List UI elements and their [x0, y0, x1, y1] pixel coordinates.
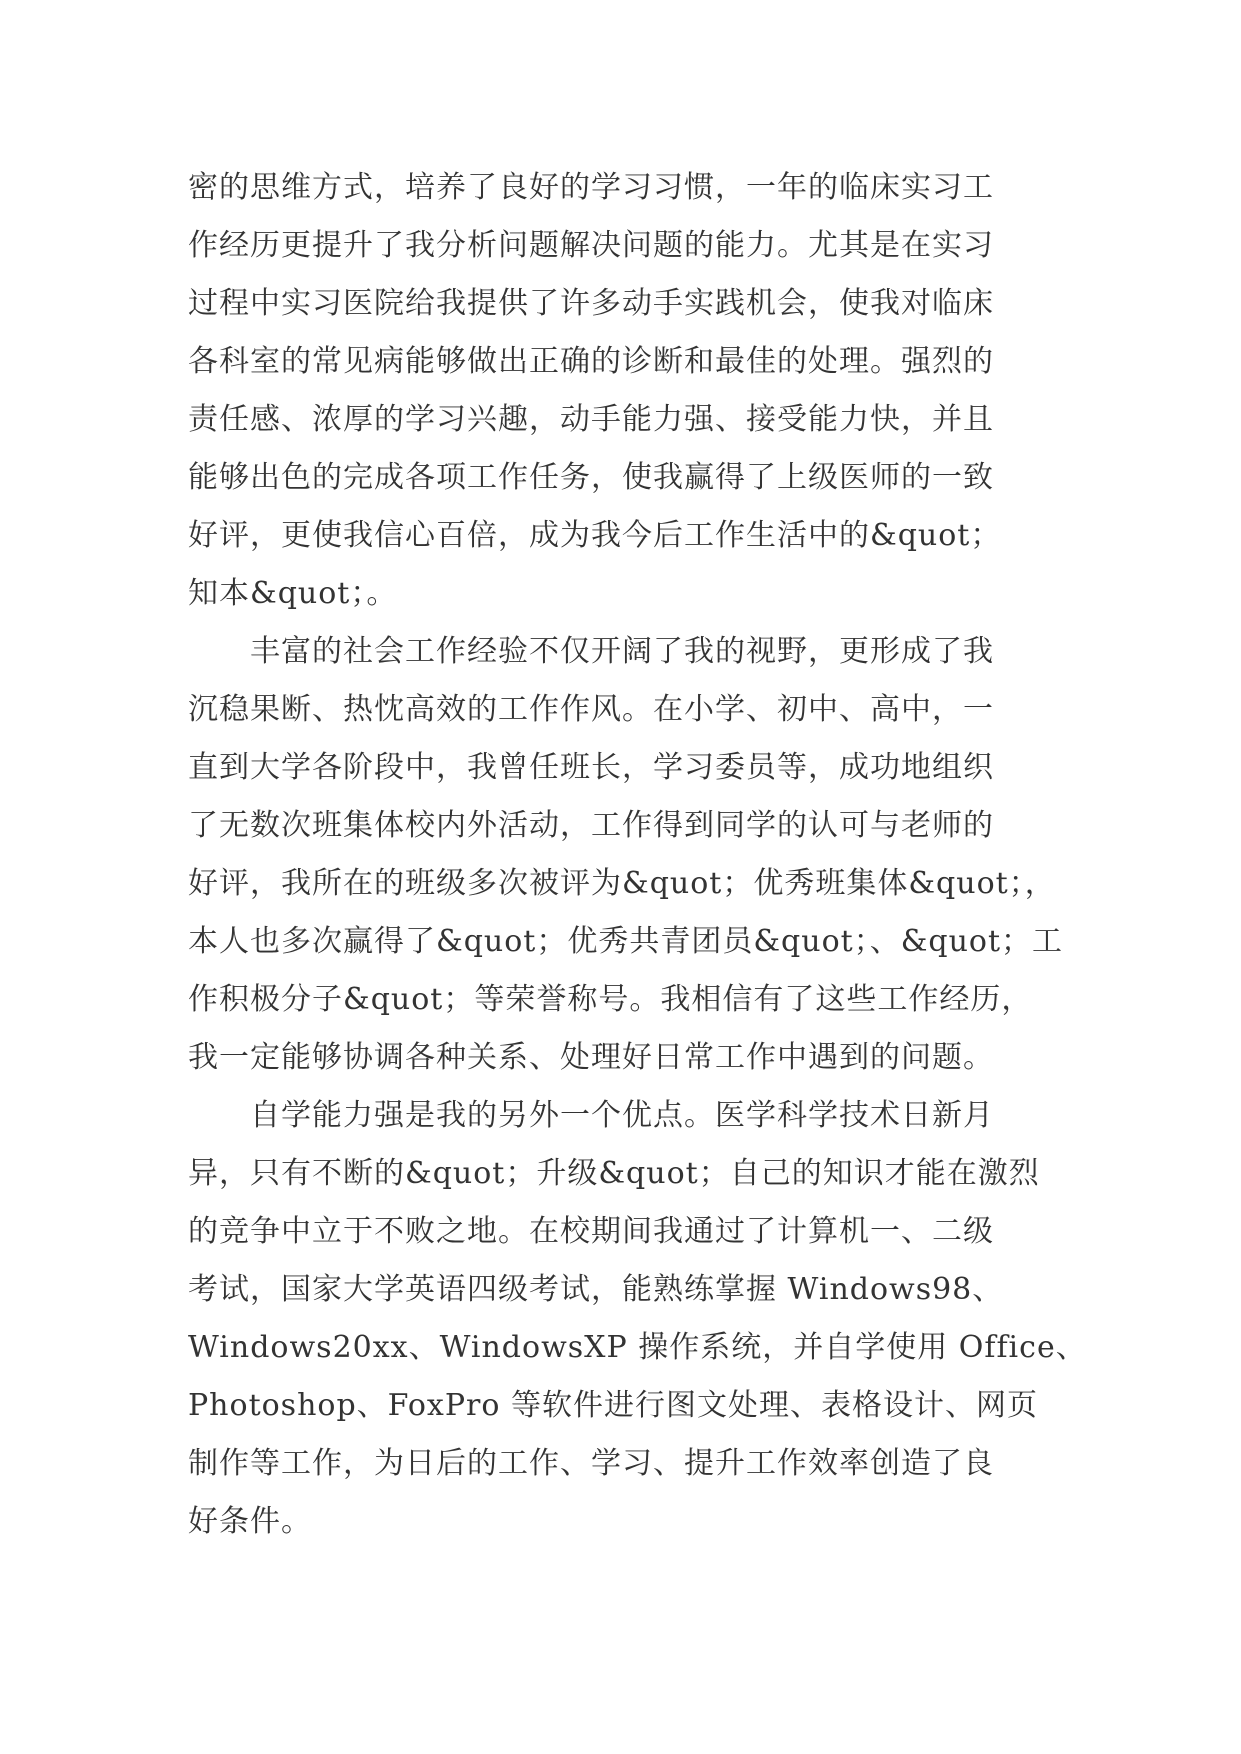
text-line: 密的思维方式，培养了良好的学习习惯，一年的临床实习工 — [188, 170, 994, 205]
text-line: 的竞争中立于不败之地。在校期间我通过了计算机一、二级 — [188, 1214, 994, 1249]
text-line: 异，只有不断的&quot；升级&quot；自己的知识才能在激烈 — [188, 1156, 1040, 1191]
text-line: Windows20xx、WindowsXP 操作系统，并自学使用 Office、 — [188, 1330, 1087, 1365]
text-line: 各科室的常见病能够做出正确的诊断和最佳的处理。强烈的 — [188, 344, 994, 379]
text-line: 好评，更使我信心百倍，成为我今后工作生活中的&quot； — [188, 518, 1002, 553]
text-line: 丰富的社会工作经验不仅开阔了我的视野，更形成了我 — [188, 634, 994, 669]
body-text — [188, 159, 1087, 1551]
text-line: 好评，我所在的班级多次被评为&quot；优秀班集体&quot；， — [188, 866, 1056, 901]
text-line: Photoshop、FoxPro 等软件进行图文处理、表格设计、网页 — [188, 1388, 1038, 1423]
text-line: 沉稳果断、热忱高效的工作作风。在小学、初中、高中，一 — [188, 692, 994, 727]
text-line: 能够出色的完成各项工作任务，使我赢得了上级医师的一致 — [188, 460, 994, 495]
text-line: 作经历更提升了我分析问题解决问题的能力。尤其是在实习 — [188, 228, 994, 263]
text-line: 制作等工作，为日后的工作、学习、提升工作效率创造了良 — [188, 1446, 994, 1481]
text-line: 考试，国家大学英语四级考试，能熟练掌握 Windows98、 — [188, 1272, 1004, 1307]
text-line: 了无数次班集体校内外活动，工作得到同学的认可与老师的 — [188, 808, 994, 843]
text-line: 本人也多次赢得了&quot；优秀共青团员&quot；、&quot；工 — [188, 924, 1064, 959]
text-line: 直到大学各阶段中，我曾任班长，学习委员等，成功地组织 — [188, 750, 994, 785]
text-line: 知本&quot；。 — [188, 576, 398, 611]
text-line: 好条件。 — [188, 1504, 312, 1539]
text-line: 责任感、浓厚的学习兴趣，动手能力强、接受能力快，并且 — [188, 402, 994, 437]
text-line: 作积极分子&quot；等荣誉称号。我相信有了这些工作经历， — [188, 982, 1033, 1017]
text-line: 我一定能够协调各种关系、处理好日常工作中遇到的问题。 — [188, 1040, 994, 1075]
text-line: 自学能力强是我的另外一个优点。医学科学技术日新月 — [188, 1098, 994, 1133]
text-line: 过程中实习医院给我提供了许多动手实践机会，使我对临床 — [188, 286, 994, 321]
